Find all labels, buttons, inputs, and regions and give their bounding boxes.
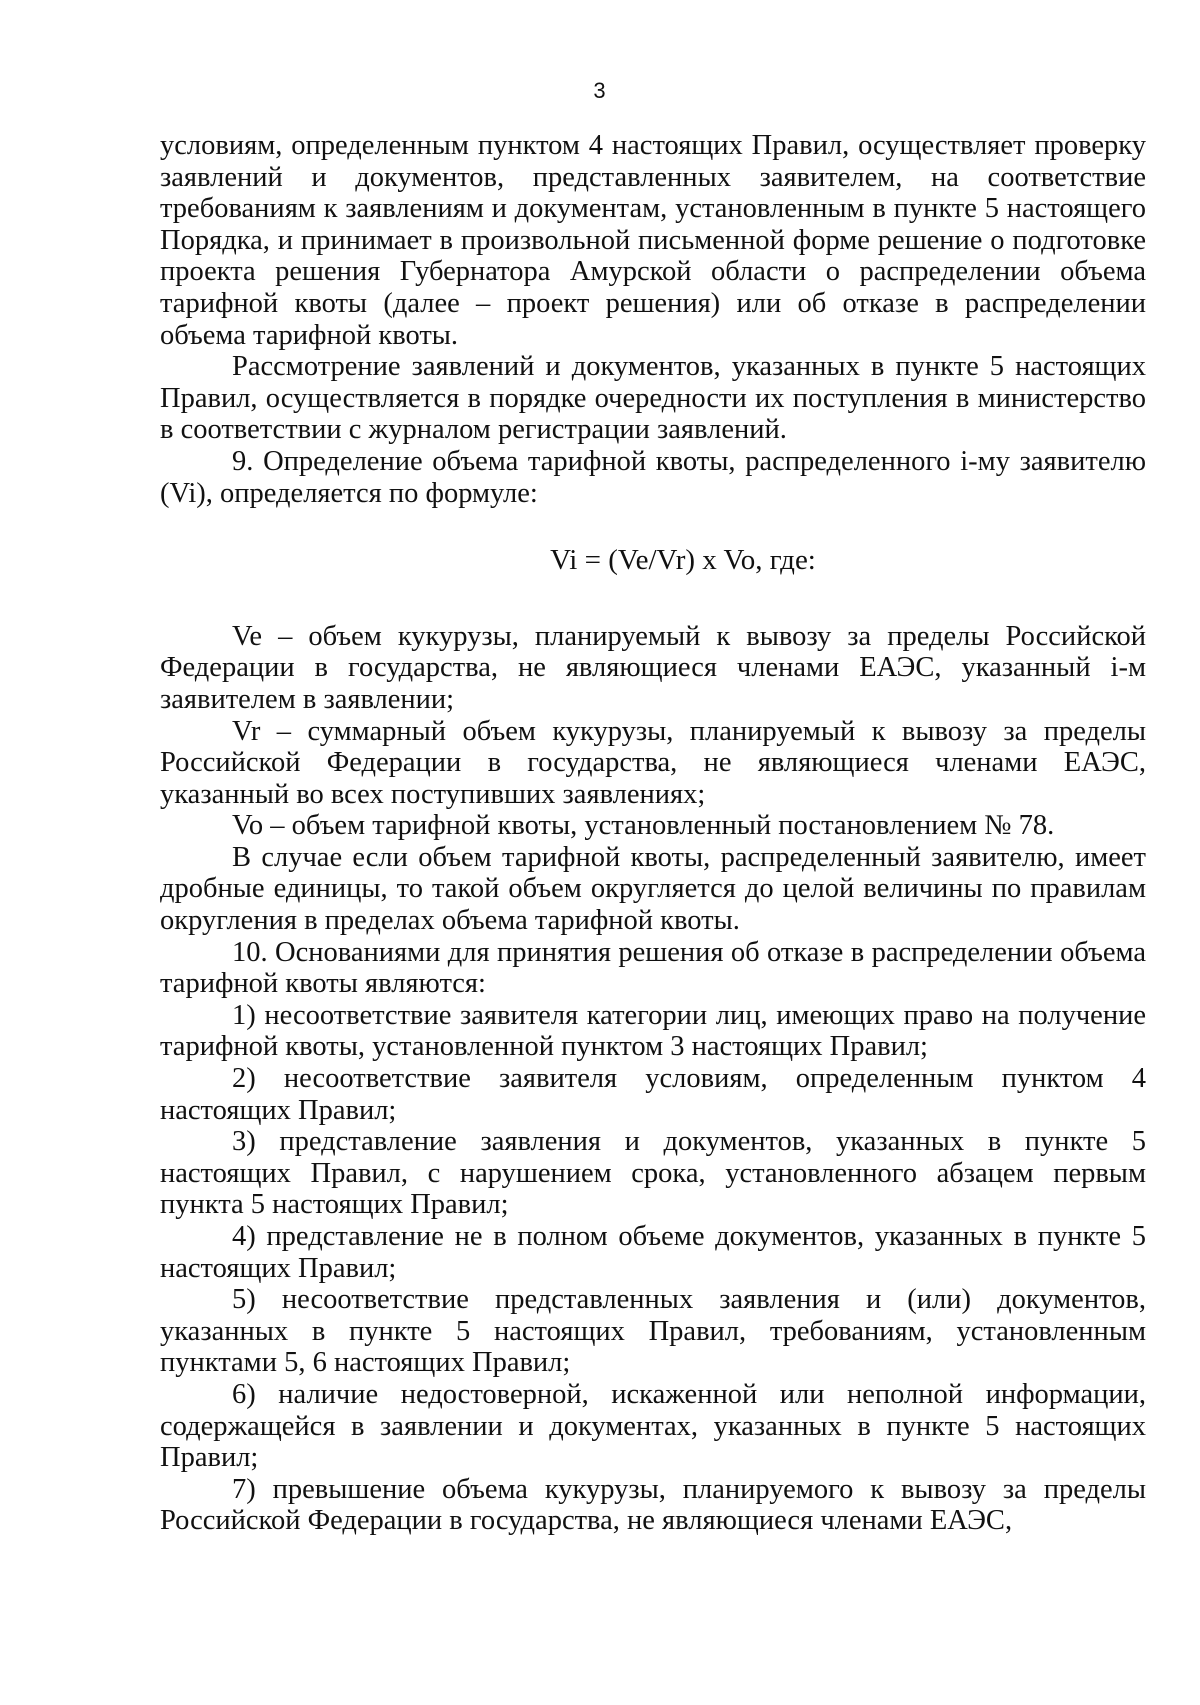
refusal-ground-7: 7) превышение объема кукурузы, планируемого к вывозу за пределы Российской Федерации в государства, не являющиеся членами ЕАЭС, xyxy=(160,1473,1146,1537)
paragraph-item-10: 10. Основаниями для принятия решения об отказе в распределении объема тарифной квоты являются: xyxy=(160,936,1146,1000)
paragraph-item-9: 9. Определение объема тарифной квоты, распределенного i-му заявителю (Vi), определяется по формуле: xyxy=(160,445,1146,509)
paragraph-review-order: Рассмотрение заявлений и документов, указанных в пункте 5 настоящих Правил, осуществляется в порядке очередности их поступления в министерство в соответствии с журналом регистрации заявлений. xyxy=(160,351,1146,446)
refusal-ground-4: 4) представление не в полном объеме документов, указанных в пункте 5 настоящих Правил; xyxy=(160,1221,1146,1284)
refusal-ground-5: 5) несоответствие представленных заявления и (или) документов, указанных в пункте 5 настоящих Правил, требованиям, установленным пунктами 5, 6 настоящих Правил; xyxy=(160,1284,1146,1379)
document-body xyxy=(160,130,1146,1537)
page-number: 3 xyxy=(593,78,607,103)
paragraph-rounding: В случае если объем тарифной квоты, распределенный заявителю, имеет дробные единицы, то такой объем округляется до целой величины по правилам округления в пределах объема тарифной квоты. xyxy=(160,841,1146,937)
formula: Vi = (Ve/Vr) x Vo, где: xyxy=(550,544,816,577)
refusal-ground-1: 1) несоответствие заявителя категории лиц, имеющих право на получение тарифной квоты, установленной пунктом 3 настоящих Правил; xyxy=(160,999,1146,1063)
definition-vo: Vo – объем тарифной квоты, установленный постановлением № 78. xyxy=(232,810,1055,842)
paragraph-continuation: условиям, определенным пунктом 4 настоящих Правил, осуществляет проверку заявлений и документов, представленных заявителем, на соответствие требованиям к заявлениям и документам, установленным в пункте 5 настоящего Порядка, и принимает в произвольной письменной форме решение о подготовке проекта решения Губернатора Амурской области о распределении объема тарифной квоты (далее – проект решения) или об отказе в распределении объема тарифной квоты. xyxy=(160,130,1146,351)
definition-ve: Ve – объем кукурузы, планируемый к вывозу за пределы Российской Федерации в государства, не являющиеся членами ЕАЭС, указанный i-м заявителем в заявлении; xyxy=(160,620,1146,715)
definition-vr: Vr – суммарный объем кукурузы, планируемый к вывозу за пределы Российской Федерации в государства, не являющиеся членами ЕАЭС, указанный во всех поступивших заявлениях; xyxy=(160,715,1146,810)
refusal-ground-3: 3) представление заявления и документов, указанных в пункте 5 настоящих Правил, с нарушением срока, установленного абзацем первым пункта 5 настоящих Правил; xyxy=(160,1126,1146,1221)
refusal-ground-2: 2) несоответствие заявителя условиям, определенным пунктом 4 настоящих Правил; xyxy=(160,1063,1146,1126)
refusal-ground-6: 6) наличие недостоверной, искаженной или неполной информации, содержащейся в заявлении и документах, указанных в пункте 5 настоящих Правил; xyxy=(160,1378,1146,1474)
